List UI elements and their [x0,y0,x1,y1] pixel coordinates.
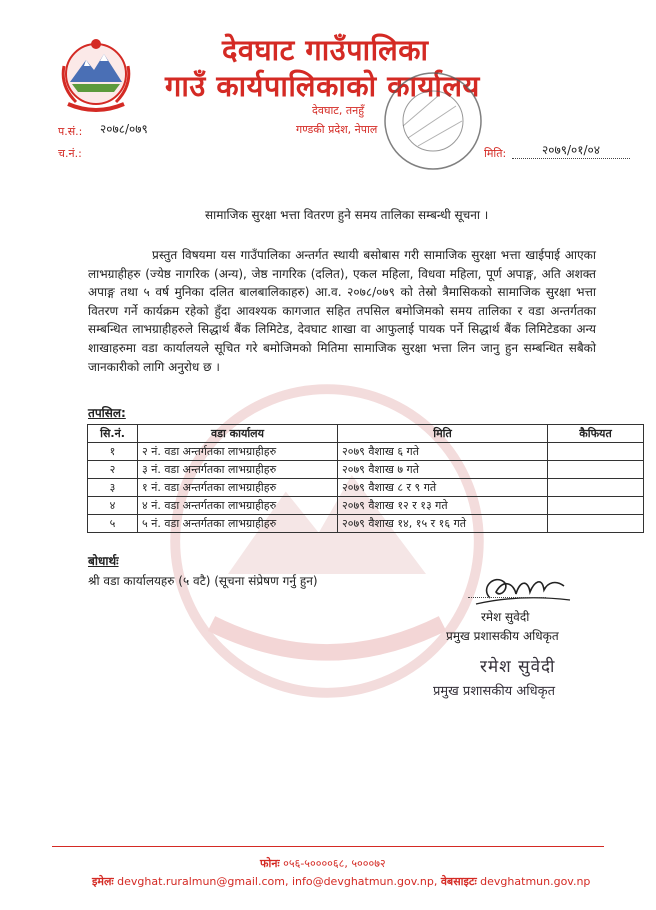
phone-value: ०५६-५००००६८, ५०००७२ [283,857,386,870]
date-label: मिति: [484,147,507,160]
notice-body [88,246,596,376]
table-row [88,479,644,497]
phone-label: फोनः [260,857,280,870]
col-header-date: मिति [338,425,548,443]
cell-remarks [548,479,644,497]
cell-ward: ३ नं. वडा अन्तर्गतका लाभग्राहीहरु [138,461,338,479]
cell-sn: ३ [88,479,138,497]
ref-number-value: २०७८/०७९ [100,122,148,136]
cell-sn: २ [88,461,138,479]
address-line1: देवघाट, तनहुँ [312,104,365,117]
table-row [88,497,644,515]
footer-contacts [92,874,590,889]
website-label: वेबसाइटः [440,875,477,888]
cell-ward: ४ नं. वडा अन्तर्गतका लाभग्राहीहरु [138,497,338,515]
email-value[interactable]: devghat.ruralmun@gmail.com, info@devghatmun.gov.np, [117,875,438,888]
cell-remarks [548,443,644,461]
signatory-role: प्रमुख प्रशासकीय अधिकृत [446,629,559,643]
cc-recipient: श्री वडा कार्यालयहरु (५ वटै) (सूचना संप्रेषण गर्नु हुन) [88,574,318,588]
schedule-label: तपसिल: [88,406,126,420]
email-label: इमेलः [92,875,114,888]
cell-date: २०७९ वैशाख ६ गते [338,443,548,461]
cell-date: २०७९ वैशाख ७ गते [338,461,548,479]
table-row [88,443,644,461]
address-line2: गण्डकी प्रदेश, नेपाल [296,123,378,136]
table-row [88,515,644,533]
website-link[interactable]: devghatmun.gov.np [480,875,591,888]
cell-ward: ५ नं. वडा अन्तर्गतका लाभग्राहीहरु [138,515,338,533]
cell-remarks [548,515,644,533]
col-header-sn: सि.नं. [88,425,138,443]
footer-phone [260,856,386,871]
cell-remarks [548,461,644,479]
office-title-line2: गाउँ कार्यपालिकाको कार्यालय [165,69,480,103]
cc-label: बोधार्थः [88,554,119,568]
notice-body-text: प्रस्तुत विषयमा यस गाउँपालिका अन्तर्गत स्थायी बसोबास गरी सामाजिक सुरक्षा भत्ता खाईपाई आएका लाभग्राहीहरु (ज्येष्ठ नागरिक (अन्य), जेष्ठ नागरिक (दलित), एकल महिला, विधवा महिला, पूर्ण अपाङ्ग, अति अशक्त अपाङ्ग तथा ५ वर्ष मुनिका दलित बालबालिकाहरु) आ.व. २०७८/०७९ को तेस्रो त्रैमासिकको सामाजिक सुरक्षा भत्ता वितरण गर्ने कार्यक्रम रहेको हुँदा आवश्यक कागजात सहित तपसिल बमोजिमको समय तालिका र वडा अन्तर्गतका सम्बन्धित लाभग्राहीहरुले सिद्धार्थ बैंक लिमिटेड, देवघाट शाखा वा आफुलाई पायक पर्ने सिद्धार्थ बैंक लिमिटेडका अन्य शाखाहरुमा वडा कार्यालयले सूचित गरे बमोजिमको मितिमा सामाजिक सुरक्षा भत्ता लिन जानु हुन सम्बन्धित सबैको जानकारीको लागि अनुरोध छ । [88,248,596,374]
cell-ward: २ नं. वडा अन्तर्गतका लाभग्राहीहरु [138,443,338,461]
name-stamp-role: प्रमुख प्रशासकीय अधिकृत [433,684,556,699]
ref-number-label: प.सं.: [58,125,83,138]
cell-remarks [548,497,644,515]
notice-subject: सामाजिक सुरक्षा भत्ता वितरण हुने समय तालिका सम्बन्धी सूचना । [205,208,489,222]
cell-date: २०७९ वैशाख १२ र १३ गते [338,497,548,515]
cell-sn: ५ [88,515,138,533]
cell-date: २०७९ वैशाख १४, १५ र १६ गते [338,515,548,533]
cell-ward: १ नं. वडा अन्तर्गतका लाभग्राहीहरु [138,479,338,497]
footer-divider [52,846,604,847]
table-header-row [88,425,644,443]
office-round-stamp [378,66,488,176]
office-title-line1: देवघाट गाउँपालिका [222,33,429,67]
cell-sn: ४ [88,497,138,515]
table-row [88,461,644,479]
signature-line [468,597,546,598]
col-header-ward: वडा कार्यालय [138,425,338,443]
dispatch-number-label: च.नं.: [58,147,82,160]
signatory-name: रमेश सुवेदी [481,610,530,624]
schedule-table [87,424,644,533]
cell-date: २०७९ वैशाख ८ र ९ गते [338,479,548,497]
name-stamp-name: रमेश सुवेदी [480,657,556,677]
handwritten-signature [470,564,580,610]
date-value: २०७९/०१/०४ [512,141,630,159]
col-header-remarks: कैफियत [548,425,644,443]
nepal-emblem-logo [56,36,136,114]
cell-sn: १ [88,443,138,461]
